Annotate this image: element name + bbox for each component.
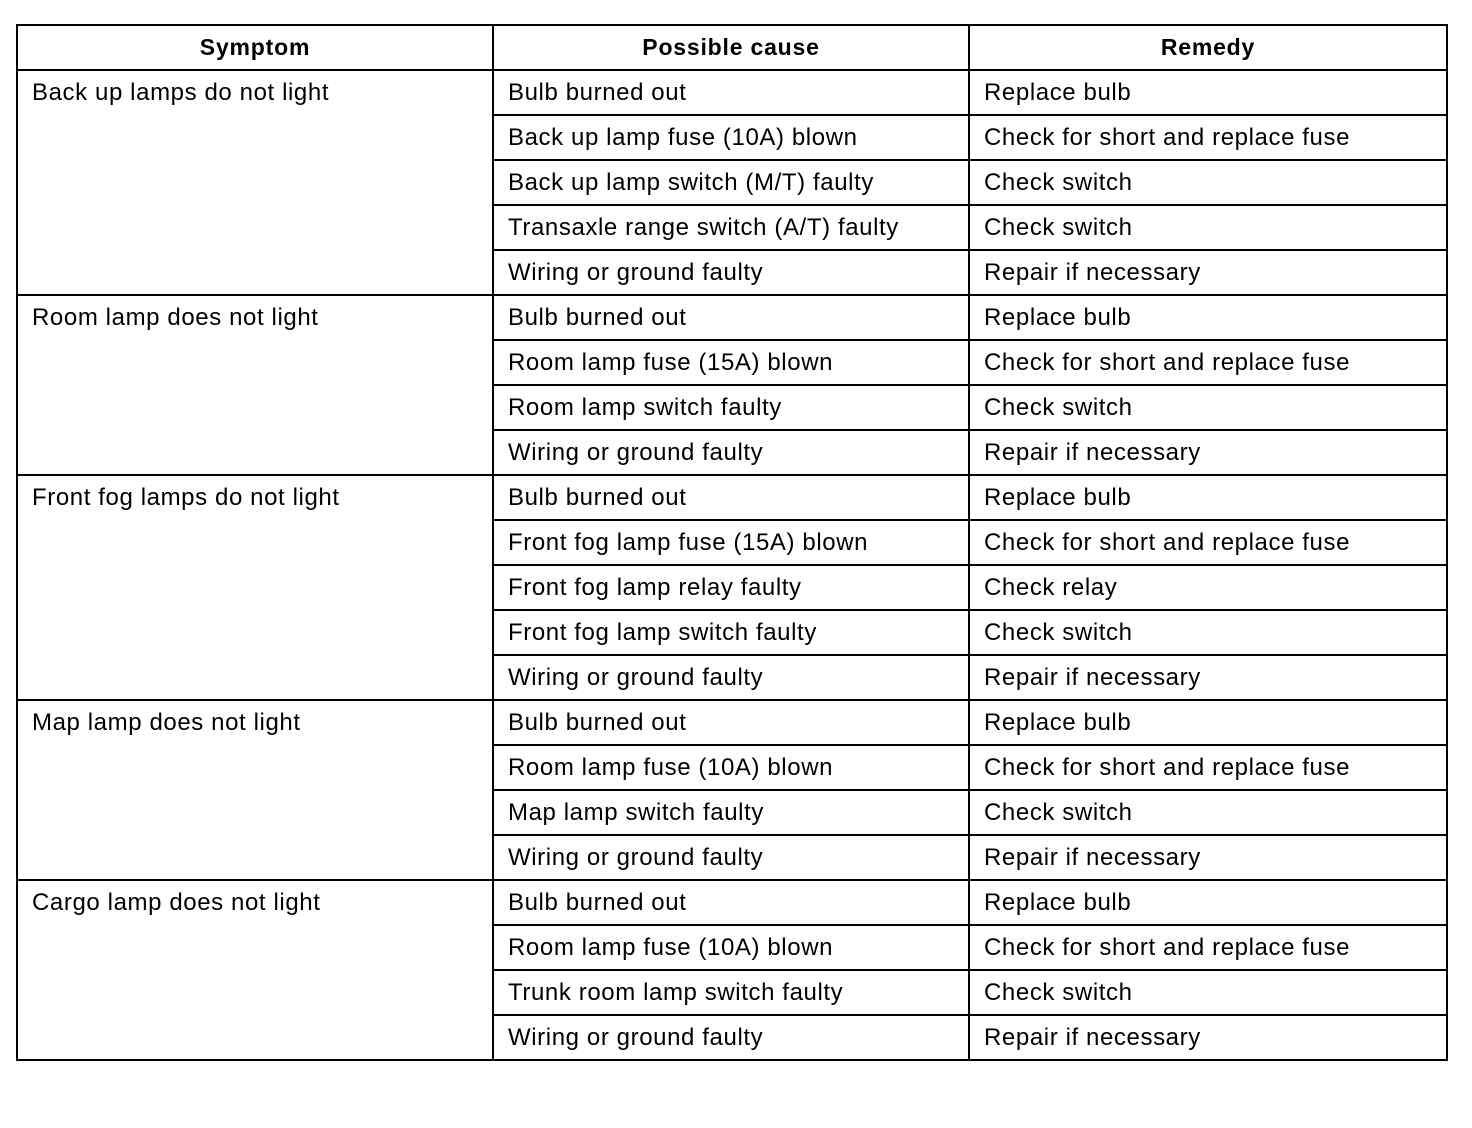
symptom-cell: Back up lamps do not light <box>17 70 493 295</box>
possible-cause-cell: Bulb burned out <box>493 70 969 115</box>
table-row <box>17 880 1447 925</box>
remedy-cell: Replace bulb <box>969 295 1447 340</box>
table-header <box>17 25 1447 70</box>
symptom-cell: Front fog lamps do not light <box>17 475 493 700</box>
remedy-cell: Check relay <box>969 565 1447 610</box>
table-row <box>17 475 1447 520</box>
remedy-cell: Replace bulb <box>969 700 1447 745</box>
remedy-cell: Repair if necessary <box>969 835 1447 880</box>
remedy-cell: Check for short and replace fuse <box>969 520 1447 565</box>
remedy-cell: Repair if necessary <box>969 430 1447 475</box>
remedy-cell: Check switch <box>969 970 1447 1015</box>
troubleshooting-sheet <box>16 24 1446 1061</box>
possible-cause-cell: Trunk room lamp switch faulty <box>493 970 969 1015</box>
remedy-cell: Replace bulb <box>969 880 1447 925</box>
possible-cause-cell: Front fog lamp relay faulty <box>493 565 969 610</box>
possible-cause-cell: Map lamp switch faulty <box>493 790 969 835</box>
header-row <box>17 25 1447 70</box>
possible-cause-cell: Wiring or ground faulty <box>493 835 969 880</box>
possible-cause-cell: Wiring or ground faulty <box>493 655 969 700</box>
header-remedy: Remedy <box>969 25 1447 70</box>
possible-cause-cell: Bulb burned out <box>493 700 969 745</box>
possible-cause-cell: Bulb burned out <box>493 475 969 520</box>
possible-cause-cell: Bulb burned out <box>493 880 969 925</box>
possible-cause-cell: Transaxle range switch (A/T) faulty <box>493 205 969 250</box>
remedy-cell: Replace bulb <box>969 70 1447 115</box>
possible-cause-cell: Front fog lamp fuse (15A) blown <box>493 520 969 565</box>
table-row <box>17 700 1447 745</box>
possible-cause-cell: Room lamp fuse (15A) blown <box>493 340 969 385</box>
remedy-cell: Repair if necessary <box>969 655 1447 700</box>
remedy-cell: Check for short and replace fuse <box>969 115 1447 160</box>
possible-cause-cell: Wiring or ground faulty <box>493 1015 969 1060</box>
remedy-cell: Check for short and replace fuse <box>969 925 1447 970</box>
possible-cause-cell: Room lamp switch faulty <box>493 385 969 430</box>
remedy-cell: Repair if necessary <box>969 250 1447 295</box>
possible-cause-cell: Wiring or ground faulty <box>493 430 969 475</box>
possible-cause-cell: Room lamp fuse (10A) blown <box>493 925 969 970</box>
table-body <box>17 70 1447 1060</box>
remedy-cell: Check switch <box>969 385 1447 430</box>
header-symptom: Symptom <box>17 25 493 70</box>
symptom-cell: Cargo lamp does not light <box>17 880 493 1060</box>
remedy-cell: Replace bulb <box>969 475 1447 520</box>
possible-cause-cell: Room lamp fuse (10A) blown <box>493 745 969 790</box>
possible-cause-cell: Bulb burned out <box>493 295 969 340</box>
possible-cause-cell: Wiring or ground faulty <box>493 250 969 295</box>
remedy-cell: Check switch <box>969 205 1447 250</box>
remedy-cell: Check for short and replace fuse <box>969 340 1447 385</box>
possible-cause-cell: Front fog lamp switch faulty <box>493 610 969 655</box>
remedy-cell: Check switch <box>969 160 1447 205</box>
symptom-cell: Room lamp does not light <box>17 295 493 475</box>
symptom-cell: Map lamp does not light <box>17 700 493 880</box>
remedy-cell: Check switch <box>969 610 1447 655</box>
header-possible-cause: Possible cause <box>493 25 969 70</box>
remedy-cell: Check switch <box>969 790 1447 835</box>
possible-cause-cell: Back up lamp switch (M/T) faulty <box>493 160 969 205</box>
remedy-cell: Repair if necessary <box>969 1015 1447 1060</box>
table-row <box>17 295 1447 340</box>
table-row <box>17 70 1447 115</box>
remedy-cell: Check for short and replace fuse <box>969 745 1447 790</box>
troubleshooting-table <box>16 24 1448 1061</box>
possible-cause-cell: Back up lamp fuse (10A) blown <box>493 115 969 160</box>
